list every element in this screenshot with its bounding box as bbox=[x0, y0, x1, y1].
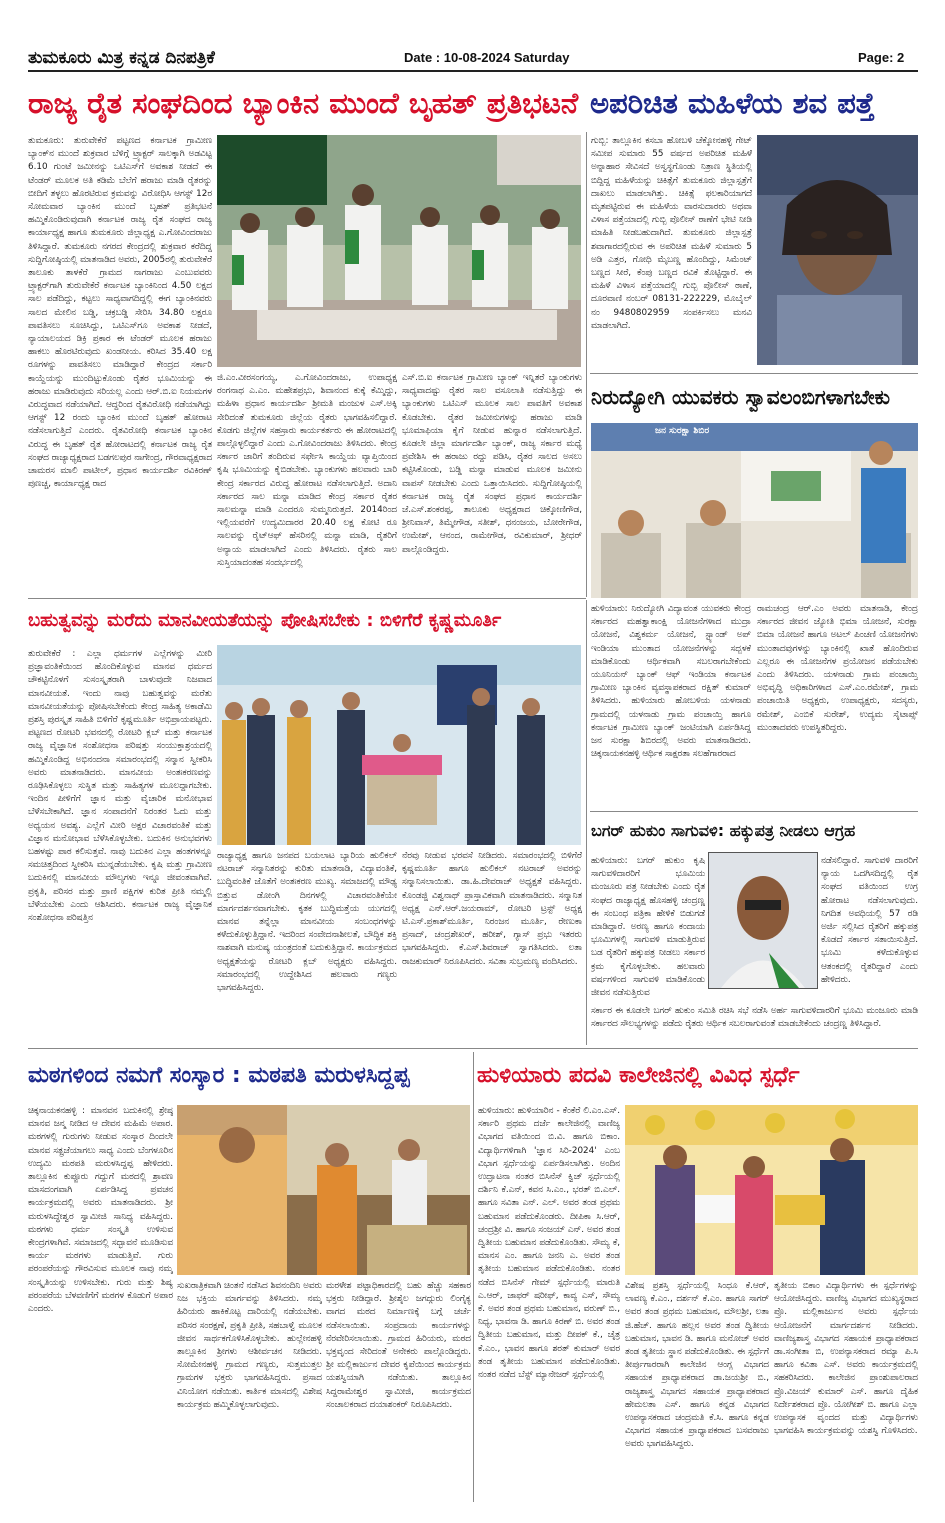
story4-headline: ಬಹುತ್ವವನ್ನು ಮರೆದು ಮಾನವೀಯತೆಯನ್ನು ಪೋಷಿಸಬೇಕು : ಬಿಳಿಗೆರೆ ಕೃಷ್ಣಮೂರ್ತಿ bbox=[28, 610, 502, 631]
section-rule bbox=[28, 1048, 918, 1049]
section-rule bbox=[28, 598, 586, 599]
story1-column-2: ಜಿ.ಎಂ.ವೀರಸಂಗಯ್ಯ, ಎ.ಗೋವಿಂದರಾಜು, ಉಪಾಧ್ಯಕ್ಷ ರಂಗನಾಥ ಎ.ಎಂ. ಮಹೇಶಪ್ರಭು, ಶಿವಾನಂದ ಕುಕ್ಕೆ ಕೆಮ್ಮಿದ್ದು, ಮಹಿಳಾ ಪ್ರಧಾನ ಕಾರ್ಯದರ್ಶಿ ಶ್ರೀಮತಿ ಮಂಜುಳ ಎಸ್.ಅಕ್ಕಿ ಸೇರಿದಂತೆ ತುಮಕೂರು ಜಿಲ್ಲೆಯ ರೈತರು ಭಾಗವಹಿಸಲಿದ್ದಾರೆ. ಕೊಡಗು ಜಿಲ್ಲೆಗಳ ಸಹಸ್ರಾರು ಕಾರ್ಯಕರ್ತರು ಈ ಹೋರಾಟದಲ್ಲಿ ಪಾಲ್ಗೊಳ್ಳಲಿದ್ದಾರೆ ಎಂದು ಎ.ಗೋವಿಂದರಾಜು ತಿಳಿಸಿದರು. ಕೇಂದ್ರ ಸರ್ಕಾರ ಜಾರಿಗೆ ತಂದಿರುವ ಸರ್ಫೇಸಿ ಕಾಯ್ದೆಯ ವ್ಯಾಪ್ತಿಯಿಂದ ಕೃಷಿ ಭೂಮಿಯನ್ನು ಕೈಬಿಡಬೇಕು. ಬ್ಯಾಂಕುಗಳು ಹಲವಾರು ಬಾರಿ ಕೇಂದ್ರ ಸರ್ಕಾರದ ವಿರುದ್ಧ ಹೋರಾಟ ನಡೆಸಲಾಗುತ್ತಿದೆ. ಅದಾನಿ ಸರ್ಕಾರದ ಸಾಲ ಮನ್ನಾ ಮಾಡಿದ ಕೇಂದ್ರ ಸರ್ಕಾರ ರೈತರ ಸಾಲಮನ್ನಾ ಮಾಡಿ ಎಂದರೂ ಸುಮ್ಮನಿರುತ್ತದೆ. 2014ರಿಂದ ಇಲ್ಲಿಯವರೆಗೆ ಉದ್ಯಮಿದಾರರ 20.40 ಲಕ್ಷ ಕೋಟಿ ರೂ ಸಾಲವನ್ನು ರೈಟ್‌ಆಫ್ ಹೆಸರಿನಲ್ಲಿ ಮನ್ನಾ ಮಾಡಿ, ರೈತರಿಗೆ ಅನ್ಯಾಯ ಮಾಡಲಾಗಿದೆ ಎಂದು ತಿಳಿಸಿದರು. ರೈತರು ಸಾಲ ಸುಸ್ತಿಯಾದಂತಹ ಸಂದರ್ಭದಲ್ಲಿ bbox=[217, 373, 397, 568]
story7-column-1: ಹುಳಿಯಾರು: ಹುಳಿಯಾರಿನ - ಕೆಂಕೆರೆ ಲಿ.ಎಂ.ಎಸ್. ಸರ್ಕಾರಿ ಪ್ರಥಮ ದರ್ಜೆ ಕಾಲೇಜಿನಲ್ಲಿ ವಾಣಿಜ್ಯ ವಿಭಾಗದ ವತಿಯಿಂದ ಬಿ.ವಿ. ಹಾಗೂ ಬಿಕಾಂ. ವಿದ್ಯಾರ್ಥಿಗಳಿಗಾಗಿ 'ಜ್ಞಾನ ಸಿರಿ-2024' ಎಂಬ ವಿಭಾಗ ಸ್ಪರ್ಧೆಯನ್ನು ಏರ್ಪಡಿಸಲಾಗಿತ್ತು. ಅಂದಿನ ಉದ್ಘಾಟನಾ ನಂತರ ಬಿಸಿನೆಸ್ ಕ್ವಿಜ್ ಸ್ಪರ್ಧೆಯಲ್ಲಿ ದರ್ಶಿನಿ ಕೆ.ಎನ್, ಕವನ ಸಿ.ಎಂ., ಭರತ್ ಬಿ.ಎಲ್. ಹಾಗೂ ಸವಿತಾ ಎನ್. ಎಲ್. ಅವರ ತಂಡ ಪ್ರಥಮ ಬಹುಮಾನ ಪಡೆದುಕೊಂಡರು. ದೀಪಿಕಾ ಸಿ.ಆರ್, ಚಂದ್ರಶ್ರೀ ವಿ. ಹಾಗೂ ಸಂಜಯ್ ಎನ್. ಅವರ ತಂಡ ದ್ವಿತೀಯ ಬಹುಮಾನ ಪಡೆದುಕೊಂಡಿತು. ಸೌಮ್ಯ ಕೆ, ಮಾನಸ ಎಂ. ಹಾಗೂ ಜನನಿ ಎ. ಅವರ ತಂಡ ತೃತೀಯ ಬಹುಮಾನ ಪಡೆದುಕೊಂಡಿತು. ನಂತರ ನಡೆದ ಬಿಸಿನೆಸ್ ಗೇಮ್ ಸ್ಪರ್ಧೆಯಲ್ಲಿ ಮಾರುತಿ ಎ.ಆರ್, ಜಾಫರ್ ಷರೀಫ್, ಕಾವ್ಯ ಎಸ್, ಸೌಮ್ಯ ಕೆ. ಅವರ ತಂಡ ಪ್ರಥಮ ಬಹುಮಾನ, ವರುಣ್ ಬಿ., ನಿಧ್ಯ, ಭಾವನಾ ಡಿ. ಹಾಗೂ ಕಿರಣ್ ಬಿ. ಅವರ ತಂಡ ದ್ವಿತೀಯ ಬಹುಮಾನ, ಮತ್ತು ದೀಪಕ್ ಕೆ., ಚೈತ್ರ ಕೆ.ಎಂ., ಭಾವನ ಹಾಗೂ ಶರತ್ ಕುಮಾರ್ ಅವರ ತಂಡ ತೃತೀಯ ಬಹುಮಾನ ಪಡೆದುಕೊಂಡಿತು. ನಂತರ ನಡೆದ ಬೆಸ್ಟ್ ಮ್ಯಾನೇಜರ್ ಸ್ಪರ್ಧೆಯಲ್ಲಿ bbox=[478, 1106, 620, 1381]
story3-photo bbox=[591, 423, 918, 598]
story4-column-1: ತುರುವೇಕೆರೆ : ಎಲ್ಲಾ ಧರ್ಮಗಳ ಎಲ್ಲೆಗಳನ್ನು ಮೀರಿ ಪ್ರಜ್ಞಾವಂತಿಕೆಯಿಂದ ಹೊಂದಿಕೊಳ್ಳುವ ಮಾನವ ಧರ್ಮದ ಚೌಕಟ್ಟಿನೊಳಗೆ ಸುಸಂಸ್ಕೃತರಾಗಿ ಬಾಳುವುದೇ ನಿಜವಾದ ಮಾನವೀಯತೆ. ಇಂದು ನಾವು ಬಹುತ್ವವನ್ನು ಮರೆತು ಮಾನವೀಯತೆಯನ್ನು ಪೋಷಿಸಬೇಕೆಂದು ಕೇಂದ್ರ ಸಾಹಿತ್ಯ ಅಕಾಡೆಮಿ ಪ್ರಶಸ್ತಿ ಪುರಸ್ಕೃತ ಸಾಹಿತಿ ಬಿಳಿಗೆರೆ ಕೃಷ್ಣಮೂರ್ತಿ ಅಭಿಪ್ರಾಯಪಟ್ಟರು. ಪಟ್ಟಣದ ರೋಟರಿ ಭವನದಲ್ಲಿ ರೋಟರಿ ಕ್ಲಬ್ ಮತ್ತು ಕರ್ನಾಟಕ ರಾಜ್ಯ ವೈಜ್ಞಾನಿಕ ಸಂಶೋಧನಾ ಪರಿಷತ್ತು ಸಂಯುಕ್ತಾಶ್ರಯದಲ್ಲಿ ಹಮ್ಮಿಕೊಂಡಿದ್ದ ಅಭಿನಂದನಾ ಸಮಾರಂಭದಲ್ಲಿ ಸನ್ಮಾನ ಸ್ವೀಕರಿಸಿ ಅವರು ಮಾತನಾಡಿದರು. ಮಾನವೀಯ ಅಂತಃಕರಣವನ್ನು ರೂಢಿಸಿಕೊಳ್ಳಲು ಸುಸ್ಥಿತ ಮತ್ತು ಸಾಹಿತ್ಯಗಳ ಮೂಲದ್ದಾಗಬೇಕು. ಇಂದಿನ ಪೀಳಿಗೆಗೆ ಜ್ಞಾನ ಮತ್ತು ವೈಚಾರಿಕ ಮನೋಭಾವ ಬೆಳೆಸಬೇಕಾಗಿದೆ. ಜ್ಞಾನ ಸಂಪಾದನೆಗೆ ನಿರಂತರ ಓದು ಮತ್ತು ಅಧ್ಯಯನ ಅವಶ್ಯ. ಎಲ್ಲೆಗೆ ಮೀರಿ ಅಕ್ಷರ ವಿಚಾರವಂತಿಕೆ ಮತ್ತು ವಿಜ್ಞಾನ ಮನೋಭಾವ ಬೆಳೆಸಿಕೊಳ್ಳಬೇಕು. ಬದುಕಿನ ಅನುಭವಗಳು ಬಹಳಷ್ಟು ಪಾಠ ಕಲಿಸುತ್ತವೆ. ನಾವು ಬದುಕಿನ ಎಲ್ಲಾ ಹಂತಗಳನ್ನೂ ಸಮಚಿತ್ತದಿಂದ ಸ್ವೀಕರಿಸಿ ಮುನ್ನಡೆಯಬೇಕು. ಕೃಷಿ ಮತ್ತು ಗ್ರಾಮೀಣ ಬದುಕಿನಲ್ಲಿ ಮಾನವೀಯ ಮೌಲ್ಯಗಳು ಇನ್ನೂ ಜೀವಂತವಾಗಿವೆ. ಪ್ರಕೃತಿ, ಪರಿಸರ ಮತ್ತು ಪ್ರಾಣಿ ಪಕ್ಷಿಗಳ ಕುರಿತ ಪ್ರೀತಿ ನಮ್ಮಲ್ಲಿ ಬೆಳೆಯಬೇಕು ಎಂದು ಆಶಿಸಿದರು. ಕರ್ನಾಟಕ ರಾಜ್ಯ ವೈಜ್ಞಾನಿಕ ಸಂಶೋಧನಾ ಪರಿಷತ್ತಿನ bbox=[28, 649, 212, 924]
masthead-name: ತುಮಕೂರು ಮಿತ್ರ ಕನ್ನಡ ದಿನಪತ್ರಿಕೆ bbox=[28, 48, 215, 68]
column-divider bbox=[586, 600, 587, 1045]
story3-column-1: ಹುಳಿಯಾರು: ನಿರುದ್ಯೋಗಿ ವಿದ್ಯಾವಂತ ಯುವಕರು ಕೇಂದ್ರ ಸರ್ಕಾರದ ಮಹತ್ವಾಕಾಂಕ್ಷಿ ಯೋಜನೆಗಳಾದ ಮುದ್ರಾ ಯೋಜನೆ, ವಿಶ್ವಕರ್ಮ ಯೋಜನೆ, ಸ್ಟ್ಯಾಂಡ್ ಅಪ್ ಇಂಡಿಯಾ ಮುಂತಾದ ಯೋಜನೆಗಳನ್ನು ಸದ್ಬಳಕೆ ಮಾಡಿಕೊಂಡು ಆರ್ಥಿಕವಾಗಿ ಸಬಲರಾಗಬೇಕೆಂದು ಯೂನಿಯನ್ ಬ್ಯಾಂಕ್ ಆಫ್ ಇಂಡಿಯಾ ಕರ್ನಾಟಕ ಗ್ರಾಮೀಣ ಬ್ಯಾಂಕಿನ ವ್ಯವಸ್ಥಾಪಕರಾದ ರಕ್ಷಿತ್ ಕುಮಾರ್ ತಿಳಿಸಿದರು. ಹುಳಿಯಾರು ಹೋಬಳಿಯ ಯಳನಾಡು ಗ್ರಾಮದಲ್ಲಿ ಯಳನಾಡು ಗ್ರಾಮ ಪಂಚಾಯ್ತಿ ಹಾಗೂ ಕರ್ನಾಟಕ ಗ್ರಾಮೀಣ ಬ್ಯಾಂಕ್ ಜಂಟಿಯಾಗಿ ಏರ್ಪಡಿಸಿದ್ದ ಜನ ಸುರಕ್ಷಾ ಶಿಬಿರದಲ್ಲಿ ಅವರು ಮಾತನಾಡಿದರು. ಚಿಕ್ಕನಾಯಕನಹಳ್ಳಿ ಆರ್ಥಿಕ ಸಾಕ್ಷರತಾ ಸಲಹೆಗಾರರಾದ bbox=[591, 604, 751, 760]
story1-photo bbox=[217, 135, 581, 367]
masthead-date: Date : 10-08-2024 Saturday bbox=[404, 50, 570, 65]
story1-column-3: ಎಸ್.ಬಿ.ಐ ಕರ್ನಾಟಕ ಗ್ರಾಮೀಣ ಬ್ಯಾಂಕ್ ಇನ್ನಿತರೆ ಬ್ಯಾಂಕುಗಳು ಸಾಧ್ಯವಾದಷ್ಟು ರೈತರ ಸಾಲ ವಸೂಲಾತಿ ನಡೆಸುತ್ತಿದ್ದು ಈ ಬ್ಯಾಂಕುಗಳು ಒಟಿಎಸ್ ಮೂಲಕ ಸಾಲ ಪಾವತಿಗೆ ಅವಕಾಶ ಕೊಡಬೇಕು. ರೈತರ ಜಮೀನುಗಳನ್ನು ಹರಾಜು ಮಾಡಿ ಭೂಮಾಫಿಯಾ ಕೈಗೆ ನೀಡುವ ಹುನ್ನಾರ ನಡೆಸಲಾಗುತ್ತಿದೆ. ಕೂಡಲೇ ಜಿಲ್ಲಾ ಮಾರ್ಗದರ್ಶಿ ಬ್ಯಾಂಕ್, ರಾಜ್ಯ ಸರ್ಕಾರ ಮಧ್ಯೆ ಪ್ರವೇಶಿಸಿ ಈ ಹರಾಜು ರದ್ದು ಪಡಿಸಿ, ರೈತರ ಸಾಲದ ಅಸಲು ಕಟ್ಟಿಸಿಕೊಂಡು, ಬಡ್ಡಿ ಮನ್ನಾ ಮಾಡುವ ಮೂಲಕ ಜಮೀನು ವಾಪಸ್ ನೀಡಬೇಕು ಎಂದು ಒತ್ತಾಯಿಸಿದರು. ಸುದ್ದಿಗೋಷ್ಠಿಯಲ್ಲಿ ಕರ್ನಾಟಕ ರಾಜ್ಯ ರೈತ ಸಂಘದ ಪ್ರಧಾನ ಕಾರ್ಯದರ್ಶಿ ಜೆ.ಎಸ್.ಶಂಕರಪ್ಪ, ತಾಲೂಕು ಅಧ್ಯಕ್ಷರಾದ ಚಿಕ್ಕೋಣಿಗೌಡ, ಶ್ರೀನಿವಾಸ್, ತಿಮ್ಮೇಗೌಡ, ಸತೀಶ್, ಧನಂಜಯ, ಬೋರೇಗೌಡ, ಉಮೇಶ್, ಆನಂದ, ರಾಮೇಗೌಡ, ರವಿಕುಮಾರ್, ಶ್ರೀಧರ್ ಪಾಲ್ಗೊಂಡಿದ್ದರು. bbox=[402, 373, 582, 555]
story5-column-2: ನಡೆಸಲಿದ್ದಾರೆ. ಸಾಗುವಳಿ ದಾರರಿಗೆ ನ್ಯಾಯ ಒದಗಿಸದಿದ್ದಲ್ಲಿ ರೈತ ಸಂಘದ ವತಿಯಿಂದ ಉಗ್ರ ಹೋರಾಟ ನಡೆಸಲಾಗುವುದು. ನಿಗದಿತ ಅವಧಿಯಲ್ಲಿ 57 ರಡಿ ಅರ್ಜಿ ಸಲ್ಲಿಸಿದ ರೈತರಿಗೆ ಹಕ್ಕುಪತ್ರ ಕೊಡದೆ ಸರ್ಕಾರ ಸತಾಯಿಸುತ್ತಿದೆ. ಭೂಮಿ ಕಳೆದುಕೊಳ್ಳುವ ಆತಂಕದಲ್ಲಿ ರೈತರಿದ್ದಾರೆ ಎಂದು ಹೇಳಿದರು. bbox=[821, 856, 918, 985]
story4-photo bbox=[217, 645, 581, 845]
story5-portrait bbox=[708, 852, 818, 989]
story6-column-1: ಚಿಕ್ಕನಾಯಕನಹಳ್ಳಿ : ಮಾನವನ ಬದುಕಿನಲ್ಲಿ ಶ್ರೇಷ್ಠ ಮಾನವ ಜನ್ಮ ನೀಡಿದ ಆ ದೇವನ ಮಹಿಮೆ ಅಪಾರ. ಮಠಗಳಲ್ಲಿ ಗುರುಗಳು ನೀಡುವ ಸಂಸ್ಕಾರ ದಿಂದಲೇ ಮಾನವ ಸತ್ಪ್ರಜೆಯಾಗಲು ಸಾಧ್ಯ ಎಂದು ಬೆಂಗಳೂರಿನ ಉದ್ಯಮಿ ಮಠಪತಿ ಮರುಳಸಿದ್ದಪ್ಪ ಹೇಳಿದರು. ತಾಲ್ಲೂಕಿನ ಕುಪ್ಪೂರು ಗದ್ದುಗೆ ಮಠದಲ್ಲಿ ಶ್ರಾವಣ ಮಾಸದಂಗವಾಗಿ ಏರ್ಪಡಿಸಿದ್ದ ಪ್ರವಚನ ಕಾರ್ಯಕ್ರಮದಲ್ಲಿ ಅವರು ಮಾತನಾಡಿದರು. ಶ್ರೀ ಮರುಳಸಿದ್ಧೇಶ್ವರ ಸ್ವಾಮೀಜಿ ಸಾನಿಧ್ಯ ವಹಿಸಿದ್ದರು. ಮಠಗಳು ಧರ್ಮ ಸಂಸ್ಕೃತಿ ಉಳಿಸುವ ಕೇಂದ್ರಗಳಾಗಿವೆ. ಸಮಾಜದಲ್ಲಿ ಸದ್ಭಾವನೆ ಮೂಡಿಸುವ ಕಾರ್ಯ ಮಠಗಳು ಮಾಡುತ್ತಿವೆ. ಗುರು ಪರಂಪರೆಯನ್ನು ಗೌರವಿಸುವ ಮೂಲಕ ನಾವು ನಮ್ಮ ಸಂಸ್ಕೃತಿಯನ್ನು ಉಳಿಸಬೇಕು. ಗುರು ಮತ್ತು ಶಿಷ್ಯ ಪರಂಪರೆಯ ಬೆಳವಣಿಗೆಗೆ ಮಠಗಳ ಕೊಡುಗೆ ಅಪಾರ ಎಂದರು. bbox=[28, 1106, 173, 1315]
story6-photo bbox=[177, 1105, 470, 1275]
story5-bottom: ಸರ್ಕಾರ ಈ ಕೂಡಲೇ ಬಗರ್ ಹುಕುಂ ಸಮಿತಿ ರಚಿಸಿ ಸಭೆ ನಡೆಸಿ ಅರ್ಹ ಸಾಗುವಳಿದಾರರಿಗೆ ಭೂಮಿ ಮಂಜೂರು ಮಾಡಿ ಸರ್ಕಾರದ ಸೌಲಭ್ಯಗಳನ್ನು ಪಡೆದು ರೈತರು ಆರ್ಥಿಕ ಸಬಲರಾಗುವಂತೆ ಮಾಡಬೇಕೆಂದು ಚಂದ್ರಣ್ಣ ತಿಳಿಸಿದ್ದಾರೆ. bbox=[591, 1006, 918, 1030]
page-number: Page: 2 bbox=[858, 50, 905, 65]
story4-column-3: ನೆರವು ನೀಡುವ ಭರವಸೆ ನೀಡಿದರು. ಸಮಾರಂಭದಲ್ಲಿ ಬಿಳಿಗೆರೆ ಕೃಷ್ಣಮೂರ್ತಿ ಹಾಗೂ ಹುಲಿಕಲ್ ನಟರಾಜ್ ಅವರನ್ನು ಸನ್ಮಾನಿಸಲಾಯಿತು. ಡಾ.ಹಿ.ದೇವರಾಜ್ ಅಧ್ಯಕ್ಷತೆ ವಹಿಸಿದ್ದರು. ಕೊಂಡಜ್ಜಿ ವಿಶ್ವನಾಥ್ ಪ್ರಾಸ್ತಾವಿಕವಾಗಿ ಮಾತನಾಡಿದರು. ಸನ್ಮಾನಿತ ಅಧ್ಯಕ್ಷ ಎನ್.ಆರ್.ಜಯರಾಮ್, ರೋಟರಿ ಟ್ರಸ್ಟ್ ಅಧ್ಯಕ್ಷ ಟಿ.ಎಸ್.ಪ್ರಕಾಶ್‌ಮೂರ್ತಿ, ನಿರಂಜನ ಮೂರ್ತಿ, ರೇಣುಕಾ ಪ್ರಸಾದ್, ಚಂದ್ರಶೇಖರ್, ಹರೀಶ್, ಗ್ಯಾಸ್ ಪ್ರಭು ಇತರರು ಭಾಗವಹಿಸಿದ್ದರು. ಕೆ.ಎಸ್.ಶಿವರಾಜ್ ಸ್ವಾಗತಿಸಿದರು. ಲತಾ ರಾಜಕುಮಾರ್ ನಿರೂಪಿಸಿದರು. ಸವಿತಾ ಸುಬ್ರಮಣ್ಯ ವಂದಿಸಿದರು. bbox=[402, 851, 582, 967]
story6-headline: ಮಠಗಳಿಂದ ನಮಗೆ ಸಂಸ್ಕಾರ : ಮಠಪತಿ ಮರುಳಸಿದ್ದಪ್ಪ bbox=[28, 1063, 410, 1088]
column-divider bbox=[586, 132, 587, 597]
story7-photo bbox=[625, 1105, 918, 1275]
story1-column-1: ತುಮಕೂರು: ತುರುವೇಕೆರೆ ಪಟ್ಟಣದ ಕರ್ನಾಟಕ ಗ್ರಾಮೀಣ ಬ್ಯಾಂಕ್‌ನ ಮುಂದೆ ಶುಕ್ರವಾರ ಬೆಳಿಗ್ಗೆ ಟ್ರ್ಯಾಕ್ಟರ್ ಸಾಲಕ್ಕಾಗಿ ಅಡವಿಟ್ಟ 6.10 ಗುಂಟೆ ಜಮೀನನ್ನು ಒಟಿಎಸ್‌ಗೆ ಅವಕಾಶ ನೀಡದೆ ಈ ಟೆಂಡರ್ ಮೂಲಕ ಅತಿ ಕಡಿಮೆ ಬೆಲೆಗೆ ಹರಾಜು ಮಾಡಿ ರೈತರನ್ನು ಬೀದಿಗೆ ತಳ್ಳಲು ಹೊರಟಿರುವ ಕ್ರಮವನ್ನು ವಿರೋಧಿಸಿ ಆಗಸ್ಟ್ 12ರ ಸೋಮವಾರ ಬ್ಯಾಂಕಿನ ಮುಂದೆ ಬೃಹತ್ ಪ್ರತಿಭಟನೆ ಹಮ್ಮಿಕೊಂಡಿರುವುದಾಗಿ ಕರ್ನಾಟಕ ರಾಜ್ಯ ರೈತ ಸಂಘದ ರಾಜ್ಯ ಕಾರ್ಯಾಧ್ಯಕ್ಷ ಹಾಗೂ ತುಮಕೂರು ಜಿಲ್ಲಾಧ್ಯಕ್ಷ ಎ.ಗೋವಿಂದರಾಜು ತಿಳಿಸಿದ್ದಾರೆ. ತುಮಕೂರು ನಗರದ ಕೇಂದ್ರದಲ್ಲಿ ಶುಕ್ರವಾರ ಕರೆದಿದ್ದ ಸುದ್ದಿಗೋಷ್ಠಿಯಲ್ಲಿ ಮಾತನಾಡಿದ ಅವರು, 2005ರಲ್ಲಿ ತುರುವೇಕೆರೆ ತಾಲೂಕು ತಾಳಕೆರೆ ಗ್ರಾಮದ ನಾಗರಾಜು ಎಂಬುವವರು ಟ್ರ್ಯಾಕ್ಟರ್‌ಗಾಗಿ ತುರುವೇಕೆರೆ ಕರ್ನಾಟಕ ಬ್ಯಾಂಕಿನಿಂದ 4.50 ಲಕ್ಷದ ಸಾಲ ಪಡೆದಿದ್ದು, ಕಟ್ಟಲು ಸಾಧ್ಯವಾಗದಿದ್ದಲ್ಲಿ ಈಗ ಬ್ಯಾಂಕಿನವರು ಸಾಲದ ಮೇಲಿನ ಬಡ್ಡಿ, ಚಕ್ರಬಡ್ಡಿ ಸೇರಿಸಿ 34.80 ಲಕ್ಷರೂ ಪಾವತಿಸಲು ಸೂಚಿಸಿದ್ದು, ಒಟಿಎಸ್‌ಗೂ ಅವಕಾಶ ನೀಡದೆ, ನ್ಯಾಯಾಲಯದ ಡಿಕ್ರಿ ಪ್ರಕಾರ ಈ ಟೆಂಡರ್ ಮೂಲಕ ಹರಾಜು ಹಾಕಲು ಹೊರಟಿರುವುದು ಖಂಡನೀಯ. ಕರಿಸಿದ 35.40 ಲಕ್ಷ ರೂಗಳನ್ನು ಪಾವತಿಸಲು ಮಾಡಿದ್ದಾರೆ ಕೇಂದ್ರದ ಸರ್ಕಾರಿ ಕಾಯ್ದೆಯನ್ನು ಮುಂದಿಟ್ಟುಕೊಂಡು ರೈತರ ಭೂಮಿಯನ್ನು ಈ ಹರಾಜು ಮಾಡಿರುವುದು ಸರಿಯಲ್ಲ ಎಂದು ಆರ್.ಬಿ.ಐ ನಿಯಮಗಳ ವಿರುದ್ಧವಾದ ನಡೆಯಾಗಿದೆ. ಆದ್ದರಿಂದ ರೈತವಿರೋಧಿ ನಡೆಯಾಗಿದ್ದು ಆಗಸ್ಟ್ 12 ರಂದು ಬ್ಯಾಂಕಿನ ಮುಂದೆ ಬೃಹತ್ ಹೋರಾಟ ನಡೆಸಲಾಗುತ್ತಿದೆ ಎಂದರು. ರೈತವಿರೋಧಿ ಕರ್ನಾಟಕ ಬ್ಯಾಂಕಿನ ವಿರುದ್ಧ ಈ ಬೃಹತ್ ರೈತ ಹೋರಾಟದಲ್ಲಿ ಕರ್ನಾಟಕ ರಾಜ್ಯ ರೈತ ಸಂಘದ ರಾಜ್ಯಾಧ್ಯಕ್ಷರಾದ ಬಡಗಲಪುರ ನಾಗೇಂದ್ರ, ಗೌರವಾಧ್ಯಕ್ಷರಾದ ಚಾಮರಸ ಮಾಲಿ ಪಾಟೀಲ್, ಪ್ರಧಾನ ಕಾರ್ಯದರ್ಶಿ ರವಿಕಿರಣ್ ಪುಣಚ್ಚ, ಕಾರ್ಯಾಧ್ಯಕ್ಷ ರಾದ bbox=[28, 136, 212, 490]
masthead-rule bbox=[28, 70, 918, 72]
column-divider bbox=[473, 1052, 474, 1502]
story3-banner: ಜನ ಸುರಕ್ಷಾ ಶಿಬಿರ bbox=[655, 426, 710, 436]
story6-column-3: ಮರಳೇಶ ಪಟ್ಟಾಧಿಕಾರದಲ್ಲಿ ಬಹು ಹೆಚ್ಚು ಸಹಕಾರ ಭಕ್ತರು ನೀಡಿದ್ದಾರೆ. ಶ್ರೀಶೈಲ ಜಗದ್ಗುರು ಲಿಂಗೈಕ್ಯ ವಾಗದ ಮಠದ ನಿರ್ಮಾಣಕ್ಕೆ ಬಗ್ಗೆ ಚರ್ಚೆ ನಡೆಸಲಾಯಿತು. ಸಂಪ್ರದಾಯ ಕಾರ್ಯಗಳನ್ನು ನೆರವೇರಿಸಲಾಯಿತು. ಗ್ರಾಮದ ಹಿರಿಯರು, ಮಠದ ಭಕ್ತವೃಂದ ಸೇರಿದಂತೆ ಅನೇಕರು ಪಾಲ್ಗೊಂಡಿದ್ದರು. ಶ್ರೀ ಮಲ್ಲಿಕಾರ್ಜುನ ದೇವರ ಕೃಪೆಯಿಂದ ಕಾರ್ಯಕ್ರಮ ಯಶಸ್ವಿಯಾಗಿ ನಡೆಯಿತು. ತಾಲ್ಲೂಕಿನ ಸಿದ್ದರಾಮೇಶ್ವರ ಸ್ವಾಮೀಜಿ, ಕಾರ್ಯಕ್ರಮದ ಸಂಚಾಲಕರಾದ ದಯಾಶಂಕರ್ ನಿರೂಪಿಸಿದರು. bbox=[326, 1281, 471, 1410]
story3-headline: ನಿರುದ್ಯೋಗಿ ಯುವಕರು ಸ್ವಾವಲಂಬಿಗಳಾಗಬೇಕು bbox=[591, 385, 890, 409]
story7-column-2: ವಿಶೇಷ ಪ್ರಶಸ್ತಿ ಸ್ಪರ್ಧೆಯಲ್ಲಿ ಸಿಂಧೂ ಕೆ.ಆರ್, ಲಾವಣ್ಯ ಕೆ.ಎಂ., ದರ್ಶನ್ ಕೆ.ಎಂ. ಹಾಗೂ ಸಾಗರ್ ಅವರ ತಂಡ ಪ್ರಥಮ ಬಹುಮಾನ, ಮೌಲಶ್ರೀ, ಲತಾ ಜಿ.ಹೆಚ್. ಹಾಗೂ ಹಲ್ಲನ ಅವರ ತಂಡ ದ್ವಿತೀಯ ಬಹುಮಾನ, ಭಾವನ ಡಿ. ಹಾಗೂ ಮನೋಜ್ ಅವರ ತಂಡ ತೃತೀಯ ಸ್ಥಾನ ಪಡೆದುಕೊಂಡಿತು. ಈ ಸ್ಪರ್ಧೆಗೆ ತೀರ್ಪುಗಾರರಾಗಿ ಕಾಲೇಜಿನ ಆಂಗ್ಲ ವಿಭಾಗದ ಸಹಾಯಕ ಪ್ರಾಧ್ಯಾಪಕರಾದ ಡಾ.ಜಯಶ್ರೀ ಬಿ., ರಾಜ್ಯಶಾಸ್ತ್ರ ವಿಭಾಗದ ಸಹಾಯಕ ಪ್ರಾಧ್ಯಾಪಕರಾದ ಹೇಮಲತಾ ಎಸ್. ಹಾಗೂ ಕನ್ನಡ ವಿಭಾಗದ ಉಪನ್ಯಾಸಕರಾದ ಚಂದ್ರಮತಿ ಕೆ.ಸಿ. ಹಾಗೂ ಕನ್ನಡ ವಿಭಾಗದ ಸಹಾಯಕ ಪ್ರಾಧ್ಯಾಪಕರಾದ ಬಸವರಾಜು ಅವರು ಭಾಗವಹಿಸಿದ್ದರು. bbox=[625, 1281, 769, 1450]
story7-headline: ಹುಳಿಯಾರು ಪದವಿ ಕಾಲೇಜಿನಲ್ಲಿ ವಿವಿಧ ಸ್ಪರ್ಧೆ bbox=[477, 1063, 800, 1088]
story3-column-2: ರಾಮಚಂದ್ರ ಆರ್.ಎಂ ಅವರು ಮಾತನಾಡಿ, ಕೇಂದ್ರ ಸರ್ಕಾರದ ಜೀವನ ಜ್ಯೋತಿ ಭಿಮಾ ಯೋಜನೆ, ಸುರಕ್ಷಾ ಬಿಮಾ ಯೋಜನೆ ಹಾಗೂ ಅಟಲ್ ಪಿಂಚಣಿ ಯೋಜನೆಗಳು ಮುಂತಾದವುಗಳನ್ನು ಬ್ಯಾಂಕಿನಲ್ಲಿ ಖಾತೆ ಹೊಂದಿರುವ ಎಲ್ಲರೂ ಈ ಯೋಜನೆಗಳ ಪ್ರಯೋಜನ ಪಡೆಯಬೇಕು ಎಂದು ತಿಳಿಸಿದರು. ಯಳನಾಡು ಗ್ರಾಮ ಪಂಚಾಯ್ತಿ ಅಭಿವೃದ್ಧಿ ಅಧಿಕಾರಿಗಳಾದ ಎಸ್.ಎಂ.ರಮೇಶ್, ಗ್ರಾಮ ಪಂಚಾಯಿತಿ ಅಧ್ಯಕ್ಷರು, ಉಪಾಧ್ಯಕ್ಷರು, ಸದಸ್ಯರು, ರಮೇಶ್, ಎಂಬಿಕೆ ಸುರೇಶ್, ಉದ್ಯಮ ಸೈಟಾಪ್ಸ್ ಮುಂತಾದವರು ಉಪಸ್ಥಿತರಿದ್ದರು. bbox=[757, 604, 918, 733]
story7-column-3: ತೃತೀಯ ಬಿಕಾಂ ವಿದ್ಯಾರ್ಥಿಗಳು ಈ ಸ್ಪರ್ಧೆಗಳನ್ನು ಆಯೋಜಿಸಿದ್ದರು. ವಾಣಿಜ್ಯ ವಿಭಾಗದ ಮುಖ್ಯಸ್ಥರಾದ ಪ್ರೊ. ಮಲ್ಲಿಕಾರ್ಜುನ ಅವರು ಸ್ಪರ್ಧೆಯ ಆಯೋಜನೆಗೆ ಮಾರ್ಗದರ್ಶನ ನೀಡಿದರು. ವಾಣಿಜ್ಯಶಾಸ್ತ್ರ ವಿಭಾಗದ ಸಹಾಯಕ ಪ್ರಾಧ್ಯಾಪಕರಾದ ಡಾ.ಸಂಗೀತಾ ಬಿ, ಉಪನ್ಯಾಸಕರಾದ ರಮ್ಯಾ ಪಿ.ಸಿ ಹಾಗೂ ಕವಿತಾ ಎಸ್. ಅವರು ಕಾರ್ಯಕ್ರಮದಲ್ಲಿ ಸಹಕರಿಸಿದರು. ಕಾಲೇಜಿನ ಪ್ರಾಂಶುಪಾಲರಾದ ಪ್ರೊ.ವಿಜಯ್ ಕುಮಾರ್ ಎಸ್. ಹಾಗೂ ದೈಹಿಕ ನಿರ್ದೇಶಕರಾದ ಪ್ರೊ. ಯೋಗೀಶ್ ಬಿ. ಹಾಗೂ ಎಲ್ಲಾ ಉಪನ್ಯಾಸಕ ವೃಂದದ ಮತ್ತು ವಿದ್ಯಾರ್ಥಿಗಳು ಭಾಗವಹಿಸಿ ಕಾರ್ಯಕ್ರಮವನ್ನು ಯಶಸ್ವಿ ಗೊಳಿಸಿದರು. bbox=[774, 1281, 918, 1437]
story1-headline: ರಾಜ್ಯ ರೈತ ಸಂಘದಿಂದ ಬ್ಯಾಂಕಿನ ಮುಂದೆ ಬೃಹತ್ ಪ್ರತಿಭಟನೆ bbox=[28, 86, 579, 120]
story5-headline: ಬಗರ್ ಹುಕುಂ ಸಾಗುವಳಿ: ಹಕ್ಕುಪತ್ರ ನೀಡಲು ಆಗ್ರಹ bbox=[591, 821, 856, 840]
story2-headline: ಅಪರಿಚಿತ ಮಹಿಳೆಯ ಶವ ಪತ್ತೆ bbox=[590, 86, 875, 120]
story3-rule bbox=[590, 373, 918, 374]
story4-column-2: ರಾಜ್ಯಾಧ್ಯಕ್ಷ ಹಾಗೂ ಜನಪದ ಬಯಲಾಟ ಬ್ಯಾರಿಯ ಹುಲಿಕಲ್ ನಟರಾಜ್ ಸನ್ಮಾನಿತರನ್ನು ಕುರಿತು ಮಾತನಾಡಿ, ವಿದ್ಯಾವಂತಿಕೆ, ಬುದ್ಧಿವಂತಿಕೆ ಜೊತೆಗೆ ಅಂತಃಕರಣ ಮುಖ್ಯ. ಸಮಾಜದಲ್ಲಿ ಮೌಢ್ಯ ಬಿತ್ತುವ ಡೋಂಗಿ ದಿನಗಳಲ್ಲಿ ವಿಚಾರವಂತಿಕೆಯೇ ಮಾರ್ಗದರ್ಶನವಾಗಬೇಕು. ಕೃತಕ ಬುದ್ಧಿಮತ್ತೆಯ ಯುಗದಲ್ಲಿ ಮಾನವ ತನ್ನೆಲ್ಲಾ ಮಾನವೀಯ ಸಂಬಂಧಗಳನ್ನು ಕಳೆದುಕೊಳ್ಳುತ್ತಿದ್ದಾನೆ. ಇದರಿಂದ ಸಂವೇದನಾಶೀಲತೆ, ಬೌದ್ಧಿಕ ಶಕ್ತಿ ನಾಶವಾಗಿ ಮನುಷ್ಯ ಯಂತ್ರದಂತೆ ಬದುಕುತ್ತಿದ್ದಾನೆ. ಕಾರ್ಯಕ್ರಮದ ಅಧ್ಯಕ್ಷತೆಯನ್ನು ರೋಟರಿ ಕ್ಲಬ್ ಅಧ್ಯಕ್ಷರು ವಹಿಸಿದ್ದರು. ಸಮಾರಂಭದಲ್ಲಿ ಉದ್ದೇಶಿಸಿದ ಹಲವಾರು ಗಣ್ಯರು ಭಾಗವಹಿಸಿದ್ದರು. bbox=[217, 851, 397, 994]
story6-column-2: ಸುಖರಾತ್ರಿಕವಾಗಿ ಚಿಂತನೆ ನಡೆಸಿದ ಶಿವನಂದಿನಿ ಅವರು ನಿಜ ಭಕ್ತಿಯ ಮಾರ್ಗವನ್ನು ತಿಳಿಸಿದರು. ನಮ್ಮ ಹಿರಿಯರು ಹಾಕಿಕೊಟ್ಟ ದಾರಿಯಲ್ಲಿ ನಡೆಯಬೇಕು. ಪರಿಸರ ಸಂರಕ್ಷಣೆ, ಪ್ರಕೃತಿ ಪ್ರೀತಿ, ಸಹಬಾಳ್ವೆ ಮೂಲಕ ಜೀವನ ಸಾರ್ಥಕಗೊಳಿಸಿಕೊಳ್ಳಬೇಕು. ಹುಲ್ಲೇನಹಳ್ಳಿ ತಾಲ್ಲೂಕಿನ ಶ್ರೀಗಳು ಆಶೀರ್ವಚನ ನೀಡಿದರು. ಸೋಮೇನಹಳ್ಳಿ ಗ್ರಾಮದ ಗಣ್ಯರು, ಸುತ್ತಮುತ್ತಲ ಗ್ರಾಮಗಳ ಭಕ್ತರು ಭಾಗವಹಿಸಿದ್ದರು. ಪ್ರಸಾದ ವಿನಿಯೋಗ ನಡೆಯಿತು. ಕಾರ್ತಿಕ ಮಾಸದಲ್ಲಿ ವಿಶೇಷ ಕಾರ್ಯಕ್ರಮ ಹಮ್ಮಿಕೊಳ್ಳಲಾಗುವುದು. bbox=[177, 1281, 322, 1410]
story2-photo bbox=[757, 135, 918, 365]
story2-column: ಗುಬ್ಬಿ: ತಾಲ್ಲೂಕಿನ ಕಸಬಾ ಹೋಬಳಿ ಚೆಕ್ಕೋನಹಳ್ಳಿ ಗೇಟ್ ಸಮೀಪ ಸುಮಾರು 55 ವರ್ಷದ ಅಪರಿಚಿತ ಮಹಿಳೆ ಅನ್ನಾಹಾರ ಸೇವಿಸದೆ ಅಸ್ವಸ್ಥಗೊಂಡು ನಿತ್ರಾಣ ಸ್ಥಿತಿಯಲ್ಲಿ ಬಿದ್ದಿದ್ದ ಮಹಿಳೆಯನ್ನು ಚಿಕಿತ್ಸೆಗೆ ತುಮಕೂರು ಜಿಲ್ಲಾಸ್ಪತ್ರೆಗೆ ದಾಖಲು ಮಾಡಲಾಗಿತ್ತು. ಚಿಕಿತ್ಸೆ ಫಲಕಾರಿಯಾಗದೆ ಮೃತಪಟ್ಟಿರುವ ಈ ಮಹಿಳೆಯ ವಾರಸುದಾರರು ಅಥವಾ ವಿಳಾಸ ಪತ್ತೆಯಾದಲ್ಲಿ ಗುಬ್ಬಿ ಪೊಲೀಸ್ ಠಾಣೆಗೆ ಭೇಟಿ ನೀಡಿ ಮಾಹಿತಿ ನೀಡಬಹುದಾಗಿದೆ. ತುಮಕೂರು ಜಿಲ್ಲಾಸ್ಪತ್ರೆ ಶವಾಗಾರದಲ್ಲಿರುವ ಈ ಅಪರಿಚಿತ ಮಹಿಳೆ ಸುಮಾರು 5 ಅಡಿ ಎತ್ತರ, ಗೋಧಿ ಮೈಬಣ್ಣ ಹೊಂದಿದ್ದು, ಸಿಮೆಂಟ್ ಬಣ್ಣದ ಸೀರೆ, ಕೆಂಪು ಬಣ್ಣದ ರವಿಕೆ ತೊಟ್ಟಿದ್ದಾರೆ. ಈ ಮಹಿಳೆ ವಿಳಾಸ ಪತ್ತೆಯಾದಲ್ಲಿ ಗುಬ್ಬಿ ಪೊಲೀಸ್ ಠಾಣೆ, ದೂರವಾಣಿ ನಂಬರ್ 08131-222229, ಮೊಬೈಲ್ ನಂ 9480802959 ಸಂಪರ್ಕಿಸಲು ಮನವಿ ಮಾಡಲಾಗಿದೆ. bbox=[591, 136, 752, 331]
story5-rule bbox=[590, 811, 918, 812]
story5-column-1: ಹುಳಿಯಾರು: ಬಗರ್ ಹುಕುಂ ಕೃಷಿ ಸಾಗುವಳಿದಾರರಿಗೆ ಭೂಮಿಯ ಮಂಜೂರು ಪತ್ರ ನೀಡಬೇಕು ಎಂದು ರೈತ ಸಂಘದ ರಾಜ್ಯಾಧ್ಯಕ್ಷ ಹೊಸಹಳ್ಳಿ ಚಂದ್ರಣ್ಣ ಈ ಸಂಬಂಧ ಪತ್ರಿಕಾ ಹೇಳಿಕೆ ಬಿಡುಗಡೆ ಮಾಡಿದ್ದಾರೆ. ಅರಣ್ಯ ಹಾಗೂ ಕಂದಾಯ ಭೂಮಿಗಳಲ್ಲಿ ಸಾಗುವಳಿ ಮಾಡುತ್ತಿರುವ ಬಡ ರೈತರಿಗೆ ಹಕ್ಕುಪತ್ರ ನೀಡಲು ಸರ್ಕಾರ ಕ್ರಮ ಕೈಗೊಳ್ಳಬೇಕು. ಹಲವಾರು ವರ್ಷಗಳಿಂದ ಸಾಗುವಳಿ ಮಾಡಿಕೊಂಡು ಜೀವನ ನಡೆಸುತ್ತಿರುವ bbox=[591, 856, 705, 999]
